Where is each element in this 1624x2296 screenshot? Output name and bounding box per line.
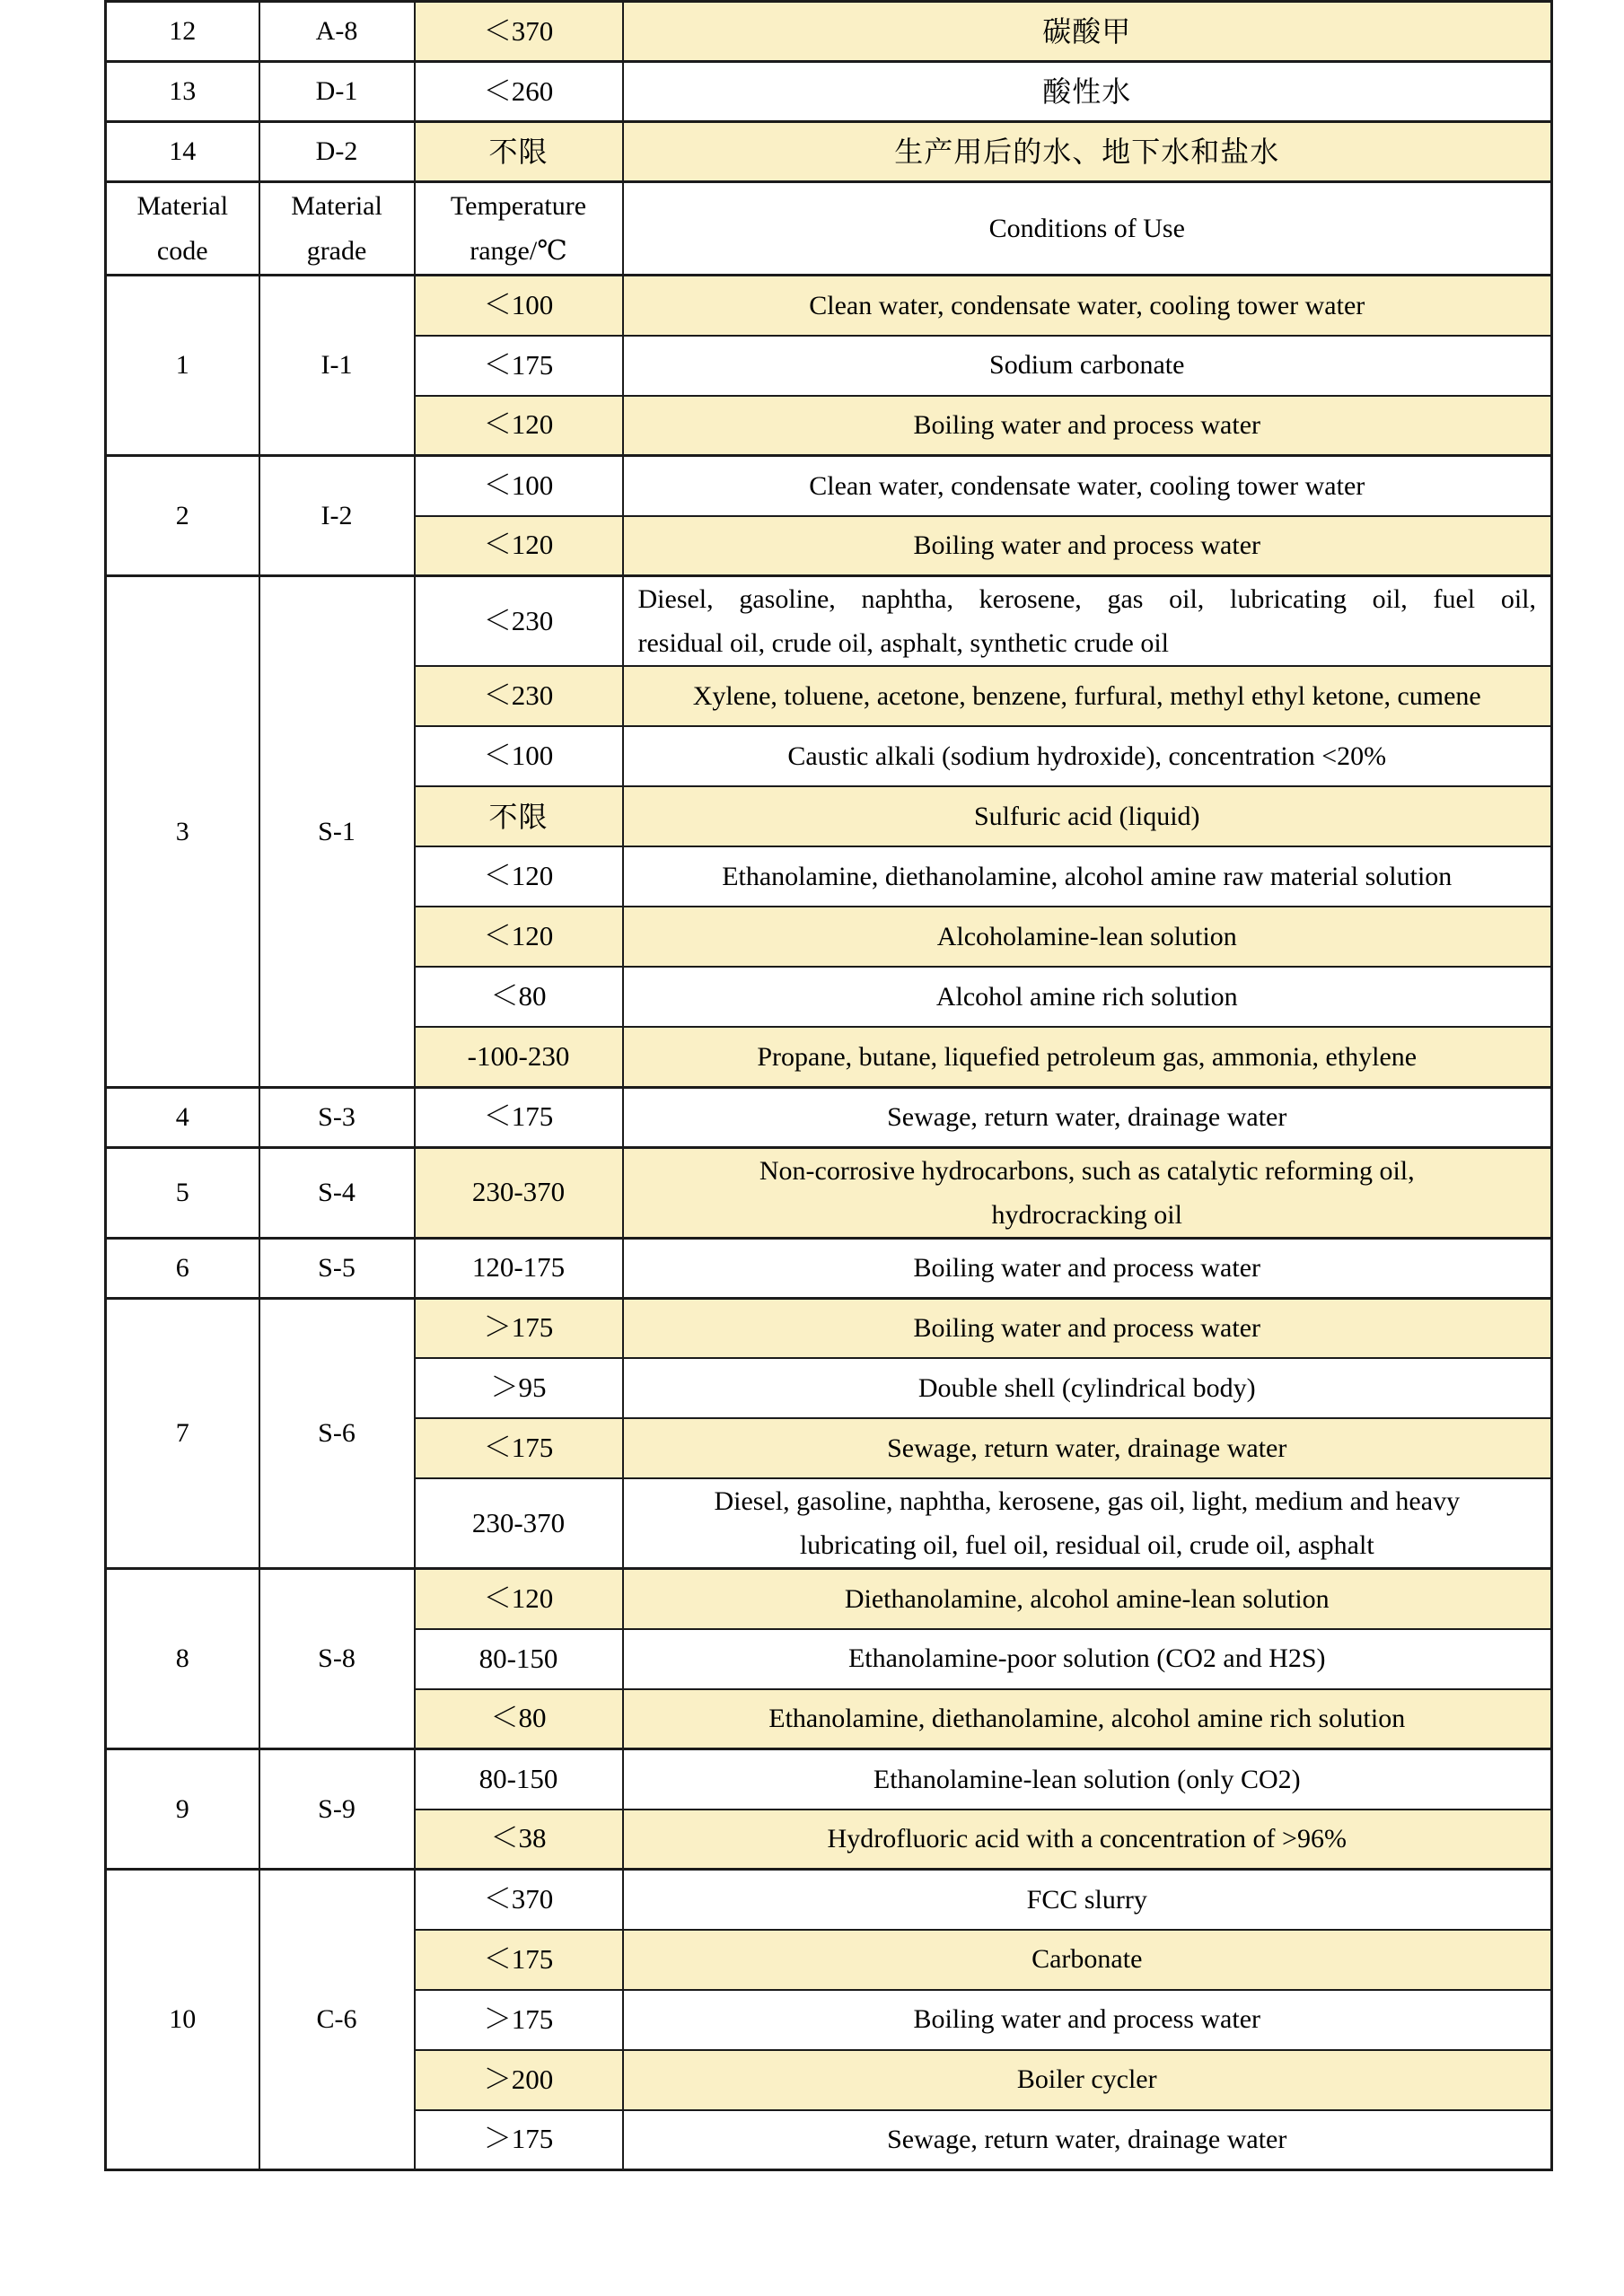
header-material-code (106, 182, 259, 276)
material-code-cell: 14 (106, 122, 259, 182)
temperature-cell: ＜80 (415, 1689, 623, 1749)
condition-cell: Sewage, return water, drainage water (623, 1087, 1552, 1147)
temperature-cell: ＜120 (415, 907, 623, 967)
material-grade-cell: D-1 (259, 62, 415, 122)
condition-cell: Boiling water and process water (623, 516, 1552, 576)
temperature-cell: ＜370 (415, 2, 623, 62)
condition-cell: Sodium carbonate (623, 336, 1552, 396)
condition-cell (623, 1478, 1552, 1569)
condition-cell: Ethanolamine-poor solution (CO2 and H2S) (623, 1629, 1552, 1689)
temperature-cell: 120-175 (415, 1238, 623, 1298)
material-grade-cell: S-4 (259, 1147, 415, 1238)
condition-cell: Boiler cycler (623, 2050, 1552, 2110)
condition-cell: Xylene, toluene, acetone, benzene, furfural, methyl ethyl ketone, cumene (623, 666, 1552, 726)
header-line: Material (291, 190, 382, 221)
table-row (106, 1238, 1552, 1298)
temperature-cell: ＜230 (415, 666, 623, 726)
temperature-cell: ＜120 (415, 846, 623, 907)
condition-cell: Diethanolamine, alcohol amine-lean solution (623, 1569, 1552, 1629)
material-grade-cell: S-3 (259, 1087, 415, 1147)
condition-cell: 碳酸甲 (623, 2, 1552, 62)
header-temperature-range (415, 182, 623, 276)
material-code-cell: 7 (106, 1298, 259, 1569)
condition-line: hydrocracking oil (991, 1199, 1182, 1230)
condition-cell: Carbonate (623, 1930, 1552, 1990)
table-row (106, 1087, 1552, 1147)
material-grade-cell: I-1 (259, 276, 415, 456)
condition-cell: Boiling water and process water (623, 1298, 1552, 1358)
condition-cell: Ethanolamine, diethanolamine, alcohol amine rich solution (623, 1689, 1552, 1749)
table-row (106, 62, 1552, 122)
condition-cell: Alcohol amine rich solution (623, 967, 1552, 1027)
temperature-cell: ＜175 (415, 336, 623, 396)
temperature-cell: ＜100 (415, 456, 623, 516)
table-row (106, 1147, 1552, 1238)
temperature-cell: ＜260 (415, 62, 623, 122)
condition-cell: Clean water, condensate water, cooling tower water (623, 276, 1552, 336)
table-row (106, 2, 1552, 62)
temperature-cell: 80-150 (415, 1749, 623, 1810)
condition-cell: Boiling water and process water (623, 1990, 1552, 2050)
material-code-cell: 2 (106, 456, 259, 576)
table-row (106, 1870, 1552, 1930)
temperature-cell: ＜370 (415, 1870, 623, 1930)
condition-cell: Caustic alkali (sodium hydroxide), concentration <20% (623, 726, 1552, 786)
temperature-cell: ＜38 (415, 1810, 623, 1870)
header-conditions-of-use: Conditions of Use (623, 182, 1552, 276)
material-code-cell: 6 (106, 1238, 259, 1298)
temperature-cell: ＜120 (415, 1569, 623, 1629)
material-code-cell: 5 (106, 1147, 259, 1238)
material-grade-cell: A-8 (259, 2, 415, 62)
condition-cell: Sewage, return water, drainage water (623, 2110, 1552, 2170)
temperature-cell: 不限 (415, 786, 623, 846)
header-line: Temperature (450, 190, 587, 221)
condition-cell: Double shell (cylindrical body) (623, 1358, 1552, 1418)
temperature-cell: ＞175 (415, 1298, 623, 1358)
material-code-cell: 8 (106, 1569, 259, 1749)
temperature-cell: ＜120 (415, 396, 623, 456)
material-grade-cell: I-2 (259, 456, 415, 576)
temperature-cell: 不限 (415, 122, 623, 182)
material-grade-cell: C-6 (259, 1870, 415, 2170)
condition-line: lubricating oil, fuel oil, residual oil, crude oil, asphalt (799, 1530, 1374, 1560)
temperature-cell: ＜175 (415, 1087, 623, 1147)
material-code-cell: 3 (106, 576, 259, 1088)
material-grade-cell: S-5 (259, 1238, 415, 1298)
temperature-cell: ＞175 (415, 2110, 623, 2170)
temperature-cell: ＞200 (415, 2050, 623, 2110)
table-header-row (106, 182, 1552, 276)
material-code-cell: 10 (106, 1870, 259, 2170)
temperature-cell: ＜120 (415, 516, 623, 576)
material-grade-cell: D-2 (259, 122, 415, 182)
header-line: Material (136, 190, 229, 221)
condition-cell: Ethanolamine-lean solution (only CO2) (623, 1749, 1552, 1810)
temperature-cell: ＜175 (415, 1930, 623, 1990)
temperature-cell: ＜100 (415, 726, 623, 786)
material-code-cell: 12 (106, 2, 259, 62)
material-grade-cell: S-1 (259, 576, 415, 1088)
material-grade-cell: S-9 (259, 1749, 415, 1870)
header-line: range/℃ (470, 235, 567, 266)
condition-line: residual oil, crude oil, asphalt, synthetic crude oil (637, 628, 1170, 658)
material-conditions-table (104, 0, 1553, 2171)
table-row (106, 122, 1552, 182)
header-line: grade (306, 235, 367, 266)
condition-line: Diesel, gasoline, naphtha, kerosene, gas oil, light, medium and heavy (714, 1486, 1461, 1516)
material-grade-cell: S-6 (259, 1298, 415, 1569)
material-code-cell: 9 (106, 1749, 259, 1870)
temperature-cell: ＜80 (415, 967, 623, 1027)
temperature-cell: ＜175 (415, 1418, 623, 1478)
temperature-cell: 230-370 (415, 1478, 623, 1569)
condition-line: Diesel, gasoline, naphtha, kerosene, gas oil, lubricating oil, fuel oil, (637, 584, 1536, 614)
temperature-cell: ＜100 (415, 276, 623, 336)
temperature-cell: ＞95 (415, 1358, 623, 1418)
material-code-cell: 1 (106, 276, 259, 456)
header-material-grade (259, 182, 415, 276)
material-code-cell: 13 (106, 62, 259, 122)
condition-cell: Boiling water and process water (623, 396, 1552, 456)
condition-cell: Clean water, condensate water, cooling tower water (623, 456, 1552, 516)
condition-cell: Boiling water and process water (623, 1238, 1552, 1298)
table-row (106, 456, 1552, 516)
condition-cell: Propane, butane, liquefied petroleum gas, ammonia, ethylene (623, 1027, 1552, 1087)
condition-cell: Sulfuric acid (liquid) (623, 786, 1552, 846)
condition-cell: 酸性水 (623, 62, 1552, 122)
condition-cell (623, 1147, 1552, 1238)
condition-cell: 生产用后的水、地下水和盐水 (623, 122, 1552, 182)
material-code-cell: 4 (106, 1087, 259, 1147)
temperature-cell: 230-370 (415, 1147, 623, 1238)
header-line: code (156, 235, 208, 266)
table-row (106, 1749, 1552, 1810)
temperature-cell: 80-150 (415, 1629, 623, 1689)
table-row (106, 1298, 1552, 1358)
condition-line: Non-corrosive hydrocarbons, such as catalytic reforming oil, (759, 1155, 1415, 1186)
condition-cell: FCC slurry (623, 1870, 1552, 1930)
temperature-cell: ＜230 (415, 576, 623, 667)
table-row (106, 576, 1552, 667)
temperature-cell: -100-230 (415, 1027, 623, 1087)
condition-cell (623, 576, 1552, 667)
table-row (106, 1569, 1552, 1629)
condition-cell: Alcoholamine-lean solution (623, 907, 1552, 967)
condition-cell: Sewage, return water, drainage water (623, 1418, 1552, 1478)
condition-cell: Hydrofluoric acid with a concentration of >96% (623, 1810, 1552, 1870)
temperature-cell: ＞175 (415, 1990, 623, 2050)
table-row (106, 276, 1552, 336)
condition-cell: Ethanolamine, diethanolamine, alcohol amine raw material solution (623, 846, 1552, 907)
material-grade-cell: S-8 (259, 1569, 415, 1749)
